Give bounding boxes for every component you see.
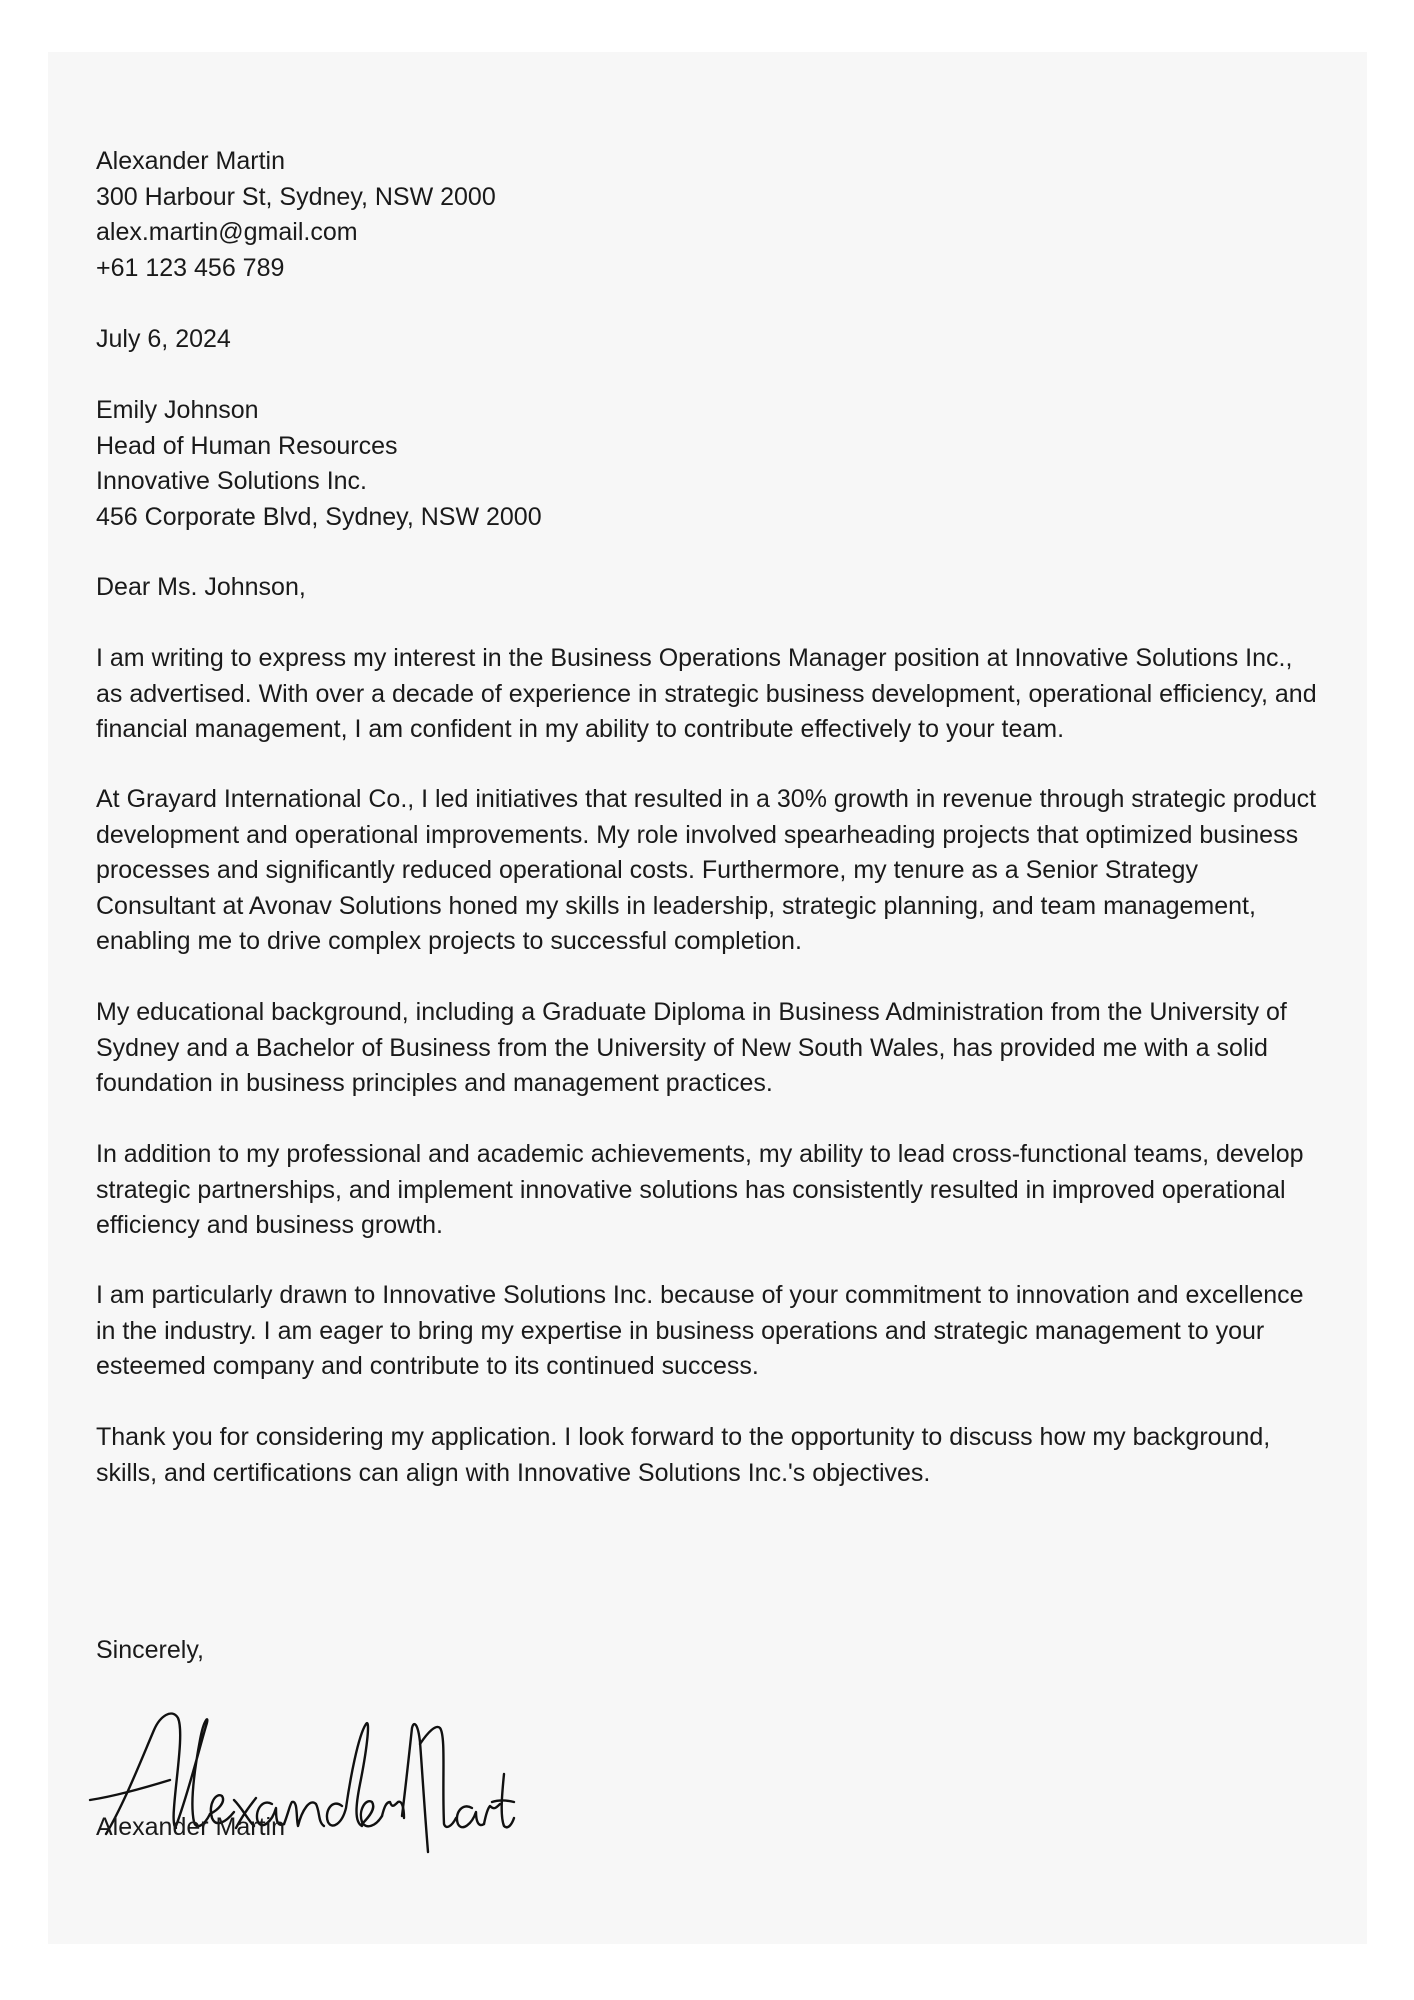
sender-block xyxy=(96,144,1319,286)
letter-date: July 6, 2024 xyxy=(96,325,231,353)
recipient-company: Innovative Solutions Inc. xyxy=(96,467,367,495)
recipient-block xyxy=(96,393,1319,535)
salutation: Dear Ms. Johnson, xyxy=(96,573,306,601)
sender-name: Alexander Martin xyxy=(96,147,285,175)
closing: Sincerely, xyxy=(96,1636,204,1664)
body-paragraph: Thank you for considering my application. I look forward to the opportunity to discuss how my background, skills, and certifications can align with Innovative Solutions Inc.'s objectives. xyxy=(96,1423,1271,1487)
recipient-title: Head of Human Resources xyxy=(96,431,398,460)
sender-email: alex.martin@gmail.com xyxy=(96,218,358,246)
sender-phone: +61 123 456 789 xyxy=(96,253,285,282)
body-paragraph: My educational background, including a Graduate Diploma in Business Administration from the University of Sydney and a Bachelor of Business from the University of New South Wales, has provided me with a solid foundation in business principles and management practices. xyxy=(96,998,1287,1097)
recipient-address: 456 Corporate Blvd, Sydney, NSW 2000 xyxy=(96,502,542,531)
body-paragraph: I am particularly drawn to Innovative Solutions Inc. because of your commitment to innovation and excellence in the industry. I am eager to bring my expertise in business operations and strategic management to your esteemed company and contribute to its continued success. xyxy=(96,1281,1304,1380)
body-paragraph: I am writing to express my interest in the Business Operations Manager position at Innovative Solutions Inc., as advertised. With over a decade of experience in strategic business development, operational efficiency, and financial management, I am confident in my ability to contribute effectively to your team. xyxy=(96,644,1317,743)
signed-name: Alexander Martin xyxy=(96,1813,285,1841)
body-paragraph: At Grayard International Co., I led initiatives that resulted in a 30% growth in revenue through strategic product development and operational improvements. My role involved spearheading projects that optimized business processes and significantly reduced operational costs. Furthermore, my tenure as a Senior Strategy Consultant at Avonav Solutions honed my skills in leadership, strategic planning, and team management, enabling me to drive complex projects to successful completion. xyxy=(96,785,1317,955)
body-paragraph: In addition to my professional and academic achievements, my ability to lead cross-functional teams, develop strategic partnerships, and implement innovative solutions has consistently resulted in improved operational efficiency and business growth. xyxy=(96,1140,1304,1239)
sender-address: 300 Harbour St, Sydney, NSW 2000 xyxy=(96,182,496,211)
letter-page xyxy=(48,52,1367,1944)
recipient-name: Emily Johnson xyxy=(96,396,259,424)
